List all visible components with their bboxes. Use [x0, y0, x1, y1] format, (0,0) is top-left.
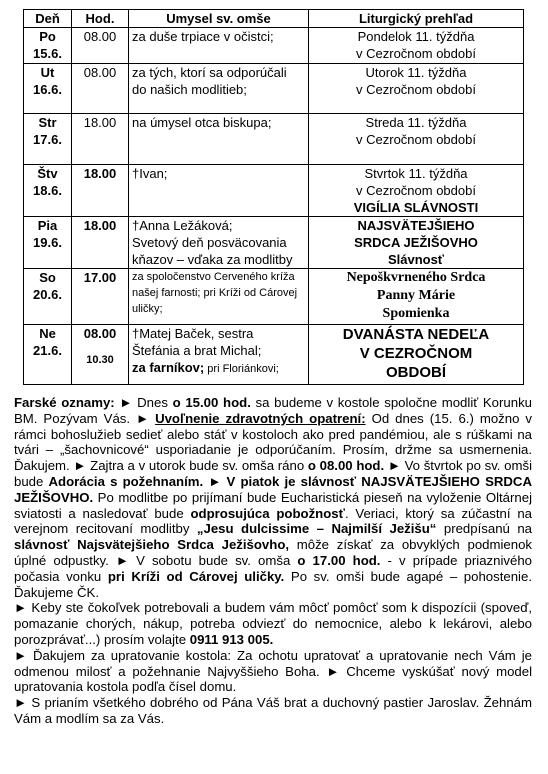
- day-cell: [24, 64, 72, 114]
- text-run: Adorácia s požehnaním.: [48, 473, 204, 489]
- announcement-paragraph: ► Ďakujem za upratovanie kostola: Za ochotu upratovať a upratovanie nech Vám je odmenou milosť a požehnanie Najvyššieho Boha. ► Chceme vyskúšať nový model upratovania kostola podľa čísel domu.: [14, 647, 532, 695]
- liturgy-line: Streda 11. týždňa: [365, 115, 467, 130]
- announcement-paragraph: ► S prianím všetkého dobrého od Pána Váš brat a duchovný pastier Jaroslav. Žehnám Vám a modlím sa za Vás.: [14, 695, 532, 726]
- liturgy-line: SRDCA JEŽIŠOVHO: [354, 235, 478, 250]
- hour-cell: 18.00: [72, 114, 129, 165]
- day-date: 15.6.: [33, 46, 62, 61]
- day-name: Ne: [39, 326, 56, 341]
- text-run: o 15.00 hod.: [172, 395, 251, 410]
- day-name: So: [39, 270, 56, 285]
- intent-cell: [129, 325, 309, 385]
- day-date: 17.6.: [33, 132, 62, 147]
- hour-cell: 17.00: [72, 269, 129, 325]
- text-run: Po sv. omši bude agapé – pohostenie. Ďakujeme ČK.: [14, 568, 532, 600]
- intent-cell: na úmysel otca biskupa;: [129, 114, 309, 165]
- text-run: ► Vo štvrtok po sv. omši bude: [14, 458, 533, 489]
- text-run: „Jesu dulcissime – Najmilší Ježišu“: [196, 521, 437, 537]
- hour-cell: 18.00: [72, 165, 129, 217]
- liturgy-line: OBDOBÍ: [386, 364, 446, 381]
- liturgy-line: Utorok 11. týždňa: [365, 65, 467, 80]
- intent-cell: [129, 269, 309, 325]
- liturgy-vigil: VIGÍLIA SLÁVNOSTI: [353, 200, 479, 215]
- intent-cell: †Ivan;: [129, 165, 309, 217]
- liturgy-line: DVANÁSTA NEDEĽA: [342, 326, 490, 343]
- liturgy-line: Slávnosť: [387, 252, 445, 267]
- day-name: Str: [38, 115, 57, 130]
- day-name: Po: [39, 29, 56, 44]
- liturgy-cell: [309, 217, 524, 269]
- liturgy-line: v Cezročnom období: [356, 46, 476, 61]
- phone-number: 0911 913 005.: [189, 631, 274, 647]
- table-row: [24, 269, 524, 325]
- liturgy-line: v Cezročnom období: [356, 132, 476, 147]
- text-run: ► Dnes: [114, 395, 173, 410]
- liturgy-line: Spomienka: [382, 306, 450, 321]
- text-run: Uvoľnenie zdravotných opatrení:: [155, 410, 366, 426]
- day-name: Ut: [40, 65, 55, 80]
- text-run: V piatok je slávnosť NAJSVÄTEJŠIEHO SRDCA JEŽIŠOVHO.: [14, 473, 532, 505]
- table-row: [24, 64, 524, 114]
- intent-line: Štefánia a brat Michal;: [132, 343, 262, 358]
- day-date: 21.6.: [33, 343, 62, 358]
- text-run: môže získať za obvyklých podmienok úplné odpustky. ► V sobotu bude sv. omša: [14, 537, 532, 568]
- text-run: - v prípade priaznivého počasia vonku: [14, 552, 532, 584]
- liturgy-line: Panny Márie: [376, 288, 456, 303]
- intent-line: †Anna Ležáková;: [132, 218, 233, 233]
- intent-cell: [129, 64, 309, 114]
- table-row: [24, 217, 524, 269]
- hour-cell: 18.00: [72, 217, 129, 269]
- header-intent: Umysel sv. omše: [129, 10, 309, 28]
- day-cell: [24, 165, 72, 217]
- liturgy-cell: [309, 64, 524, 114]
- text-run: odprosujúca pobožnosť: [190, 505, 345, 521]
- liturgy-cell: [309, 325, 524, 385]
- header-day: Deň: [24, 10, 72, 28]
- announcements-heading: Farské oznamy:: [14, 395, 115, 410]
- liturgy-line: Pondelok 11. týždňa: [357, 29, 475, 44]
- day-date: 16.6.: [33, 82, 62, 97]
- day-name: Štv: [37, 166, 58, 181]
- intent-line: kňazov – vďaka za modlitby: [132, 252, 293, 267]
- day-cell: [24, 28, 72, 64]
- announcement-paragraph: [14, 600, 532, 647]
- intent-cell: za duše trpiace v očistci;: [129, 28, 309, 64]
- text-run: predpísanú na: [436, 521, 532, 537]
- text-run: pri Kríži od Cárovej uličky.: [107, 568, 285, 584]
- day-cell: [24, 269, 72, 325]
- day-name: Pia: [37, 218, 58, 233]
- text-run: ► Keby ste čokoľvek potrebovali a budem vám môcť pomôcť som k dispozícii (spoveď, pomazanie chorých, nákup, potreba odviezť do nemocnice, alebo k lekárovi, alebo porozprávať...) prosím volajte: [14, 600, 532, 647]
- intent-line: za spoločenstvo Cerveného kríža: [132, 271, 295, 283]
- text-run: ►: [203, 473, 227, 489]
- mass-schedule-table: [23, 9, 524, 385]
- table-row: [24, 165, 524, 217]
- liturgy-line: v Cezročnom období: [356, 183, 476, 198]
- text-run: sa budeme v kostole spoločne modliť Korunku BM. Pozývam Vás. ►: [14, 395, 532, 426]
- text-run: o 08.00 hod.: [307, 458, 385, 474]
- intent-line: za tých, ktorí sa odporúčali: [132, 65, 287, 80]
- hour-cell: 08.00: [72, 28, 129, 64]
- intent-line: našej farnosti; pri Kríži od Cárovej: [132, 287, 298, 299]
- liturgy-line: Stvrtok 11. týždňa: [364, 166, 468, 181]
- intent-line: uličky;: [132, 303, 163, 315]
- intent-cell: [129, 217, 309, 269]
- liturgy-cell: [309, 269, 524, 325]
- intent-line: Svetový deň posväcovania: [132, 235, 287, 250]
- text-run: Po modlitbe po prijímaní bude Eucharistická pieseň na vyloženie Oltárnej sviatosti a nasledovať bude: [14, 489, 532, 521]
- day-date: 20.6.: [33, 287, 62, 302]
- liturgy-line: NAJSVÄTEJŠIEHO: [357, 218, 475, 233]
- day-cell: [24, 325, 72, 385]
- liturgy-cell: [309, 165, 524, 217]
- intent-line: do našich modlitieb;: [132, 82, 247, 97]
- intent-line: †Matej Baček, sestra: [132, 326, 254, 341]
- day-date: 19.6.: [33, 235, 62, 250]
- header-liturgy: Liturgický prehľad: [309, 10, 524, 28]
- liturgy-cell: [309, 114, 524, 165]
- liturgy-line: v Cezročnom období: [356, 82, 476, 97]
- hour-cell: 08.00: [72, 64, 129, 114]
- header-hour: Hod.: [72, 10, 129, 28]
- table-header-row: [24, 10, 524, 28]
- parish-announcements: [14, 395, 532, 727]
- announcement-paragraph: [14, 395, 532, 600]
- table-row: [24, 114, 524, 165]
- day-cell: [24, 217, 72, 269]
- text-run: Od dnes (15. 6.) možno v rámci bohoslužieb sedieť alebo stáť v kostoloch ako pred pandémiou, ale s rúškami na tvári – „šachovnicové“ usporiadanie je odporúčaním. Prosím, držme sa usmernenia. Ďakujem. ► Zajtra a v utorok bude sv. omša ráno: [14, 410, 533, 474]
- day-cell: [24, 114, 72, 165]
- liturgy-line: Nepoškvrneného Srdca: [346, 270, 486, 285]
- hour-value: 08.00: [83, 326, 117, 341]
- text-run: o 17.00 hod.: [297, 552, 381, 568]
- intent-line: pri Floriánkovi;: [204, 363, 279, 375]
- liturgy-line: V CEZROČNOM: [359, 345, 473, 362]
- hour-cell: [72, 325, 129, 385]
- day-date: 18.6.: [33, 183, 62, 198]
- intent-line: za farníkov;: [132, 360, 205, 375]
- hour-value: 10.30: [86, 354, 114, 366]
- liturgy-cell: [309, 28, 524, 64]
- table-row: [24, 325, 524, 385]
- table-row: [24, 28, 524, 64]
- text-run: . Veriaci, ktorý sa zúčastní na verejnom recitovaní modlitby: [14, 505, 532, 537]
- text-run: slávnosť Najsvätejšieho Srdca Ježišovho,: [14, 537, 290, 553]
